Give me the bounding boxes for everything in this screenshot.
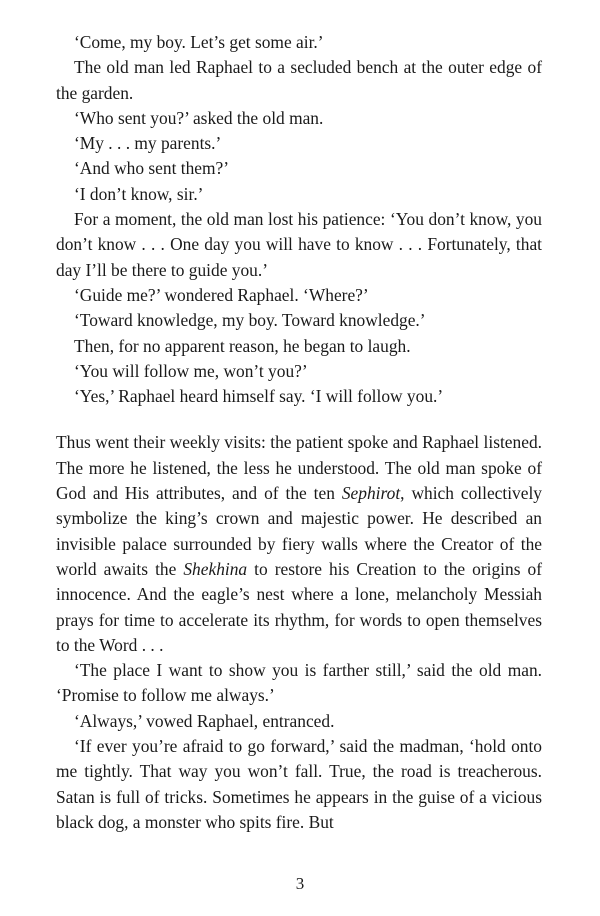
paragraph-3: ‘Who sent you?’ asked the old man. <box>74 107 324 128</box>
term-shekhina: Shekhina <box>183 558 248 579</box>
paragraph-1: ‘Come, my boy. Let’s get some air.’ <box>74 32 324 52</box>
paragraph-5: ‘And who sent them?’ <box>74 158 230 179</box>
paragraph-8: ‘Guide me?’ wondered Raphael. ‘Where?’ <box>74 284 369 305</box>
page-number: 3 <box>295 874 305 893</box>
paragraph-12: ‘Yes,’ Raphael heard himself say. ‘I will follow you.’ <box>74 386 444 407</box>
paragraph-4: ‘My . . . my parents.’ <box>74 133 222 154</box>
paragraph-15: ‘Always,’ vowed Raphael, entranced. <box>74 710 335 731</box>
page-text <box>56 30 542 835</box>
paragraph-6: ‘I don’t know, sir.’ <box>74 183 204 204</box>
paragraph-2: The old man led Raphael to a secluded bench at the outer edge of the garden. <box>56 57 542 103</box>
term-sephirot: Sephirot <box>341 483 401 504</box>
paragraph-11: ‘You will follow me, won’t you?’ <box>74 360 308 381</box>
paragraph-13 <box>56 430 542 658</box>
paragraph-7: For a moment, the old man lost his patience: ‘You don’t know, you don’t know . . . One day you will have to know . . . Fortunately, that day I’ll be there to guide you.’ <box>56 209 542 280</box>
paragraph-9: ‘Toward knowledge, my boy. Toward knowledge.’ <box>74 310 426 331</box>
paragraph-10: Then, for no apparent reason, he began to laugh. <box>74 335 411 356</box>
paragraph-13-text-1: Thus went their weekly visits: the patient spoke and Raphael listened. The more he listened, the less he understood. The old man spoke of God and His attributes, and of the ten <box>56 432 542 504</box>
paragraph-14: ‘The place I want to show you is farther still,’ said the old man. ‘Promise to follow me always.’ <box>56 660 542 706</box>
paragraph-13-text-2: , which collectively symbolize the king’s crown and majestic power. He described an invisible palace surrounded by fiery walls where the Creator of the world awaits the <box>56 483 542 579</box>
section-break <box>56 409 542 430</box>
paragraph-16: ‘If ever you’re afraid to go forward,’ said the madman, ‘hold onto me tightly. That way you won’t fall. True, the road is treacherous. Satan is full of tricks. Sometimes he appears in the guise of a vicious black dog, a monster who spits fire. But <box>56 736 542 832</box>
paragraph-13-text-3: to restore his Creation to the origins of innocence. And the eagle’s nest where a lone, melancholy Messiah prays for time to accelerate its rhythm, for words to open themselves to the Word . . . <box>56 558 542 655</box>
